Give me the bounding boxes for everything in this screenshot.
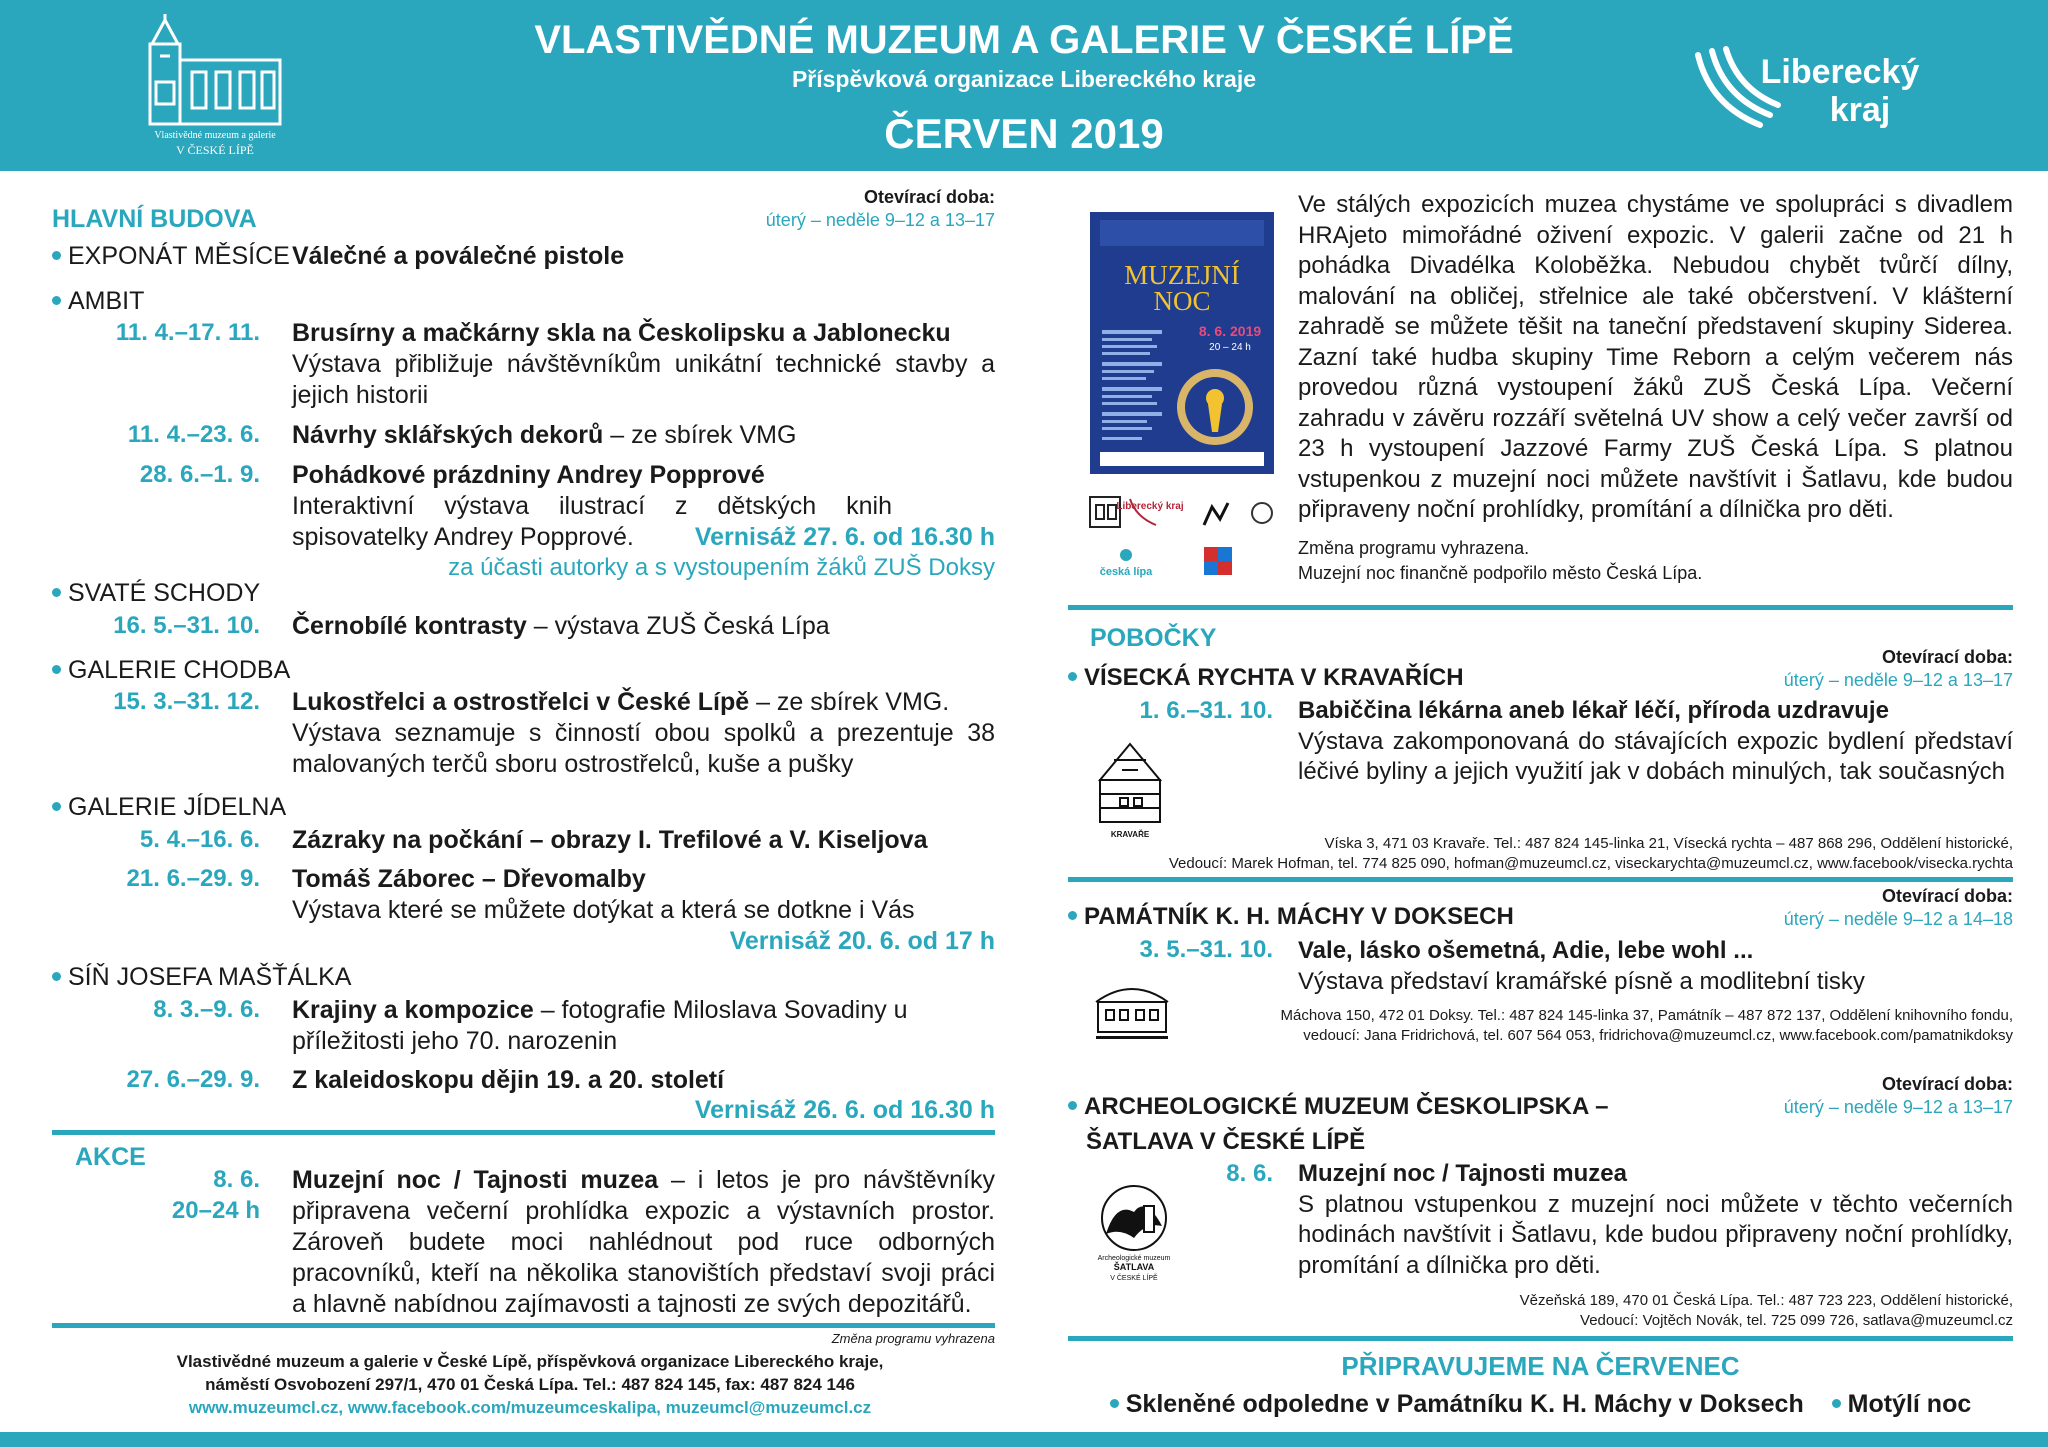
vernisage: Vernisáž 26. 6. od 16.30 h [694, 1096, 995, 1124]
svg-text:Liberecký kraj: Liberecký kraj [1116, 501, 1184, 512]
exhibit-title: Vale, lásko ošemetná, Adie, lebe wohl ... [1298, 937, 1754, 964]
branch-name-visecka: VÍSECKÁ RYCHTA V KRAVAŘÍCH [1068, 664, 1464, 692]
exhibit-date: 16. 5.–31. 10. [113, 612, 260, 639]
exhibit-date: 3. 5.–31. 10. [1139, 936, 1273, 963]
exhibit-title: Černobílé kontrasty [292, 612, 527, 640]
footer-band [0, 1432, 2048, 1447]
exhibit-item [292, 318, 995, 411]
upcoming-list [1068, 1390, 2013, 1419]
muzejni-noc-text: Ve stálých expozicích muzea chystáme ve spolupráci s divadlem HRAjeto mimořádné oživení expozic. V galerii začne od 21 h pohádka Divadélka Koloběžka. Nebudou chybět tvůrčí dílny, malování na obličej, střelnice ale také občerstvení. V klášterní zahradě se můžete těšit na taneční představení skupiny Siderea. Zazní také hudba skupiny Time Reborn a celým večerem nás provedou různá vystoupení žáků ZUŠ Česká Lípa. Večerní zahradu v závěru rozzáří světelná UV show a celý večer završí od 23 h vystoupení Jazzové Farmy ZUŠ Česká Lípa. S platnou vstupenkou z muzejní noci můžete navštívit i Šatlavu, kde budou připraveny noční prohlídky, promítání a dílnička pro děti. [1298, 191, 2013, 523]
svg-text:MUZEJNÍ: MUZEJNÍ [1124, 260, 1240, 290]
museum-web-links[interactable]: www.muzeumcl.cz, www.facebook.com/muzeumceskalipa, muzeumcl@muzeumcl.cz [188, 1398, 872, 1417]
bullet-icon [52, 665, 61, 674]
bullet-icon [1068, 1101, 1077, 1110]
page-subtitle: Příspěvková organizace Libereckého kraje [791, 66, 1257, 92]
bullet-icon [52, 802, 61, 811]
liberecky-kraj-logo [1690, 45, 1930, 135]
svg-text:Liberecký: Liberecký [1760, 53, 1920, 91]
svg-text:NOC: NOC [1153, 286, 1211, 316]
exhibit-item [1298, 935, 2013, 997]
branch-name-macha: PAMÁTNÍK K. H. MÁCHY V DOKSECH [1068, 903, 1514, 931]
exhibit-title: Brusírny a mačkárny skla na Českolipsku a Jablonecku [292, 319, 951, 347]
archeo-opening-hours: Otevírací doba: úterý – neděle 9–12 a 13–17 [1783, 1074, 2013, 1117]
exhibit-desc: Výstava seznamuje s činností obou spolků a prezentuje 38 malovaných terčů sboru ostrostřelců, kuše a pušky [292, 719, 995, 778]
svg-text:Archeologické muzeum: Archeologické muzeum [1097, 1255, 1171, 1262]
event-desc: – i letos je pro návštěvníky připravena večerní prohlídka expozic a výstavních prostor. Zároveň budete moci nahlédnout pod ruce odborných pracovníků, kteří na několika stanovištích představí svoji práci a hlavně nabídnou zajímavosti a tajnosti ze svých depozitářů. [292, 1166, 995, 1318]
exhibit-item [292, 420, 995, 451]
macha-opening-hours: Otevírací doba: úterý – neděle 9–12 a 14–18 [1783, 886, 2013, 929]
location-galerie-chodba: GALERIE CHODBA [52, 656, 290, 685]
visecka-opening-hours: Otevírací doba: úterý – neděle 9–12 a 13–17 [1783, 647, 2013, 690]
event-time: 20–24 h [171, 1197, 260, 1224]
exhibit-item [1298, 696, 2013, 788]
bullet-icon [1110, 1399, 1119, 1408]
page-title: VLASTIVĚDNÉ MUZEUM A GALERIE V ČESKÉ LÍPĚ [534, 18, 1514, 62]
exhibit-date: 21. 6.–29. 9. [126, 865, 260, 892]
visecka-contact: Víska 3, 471 03 Kravaře. Tel.: 487 824 145-linka 21, Vísecká rychta – 487 868 296, Oddělení historické, Vedoucí: Marek Hofman, tel. 774 825 090, hofman@muzeumcl.cz, viseckarychta@muzeumcl.cz, www.facebook/visecka.rychta [1168, 835, 2013, 872]
exhibit-source: – ze sbírek VMG. [749, 688, 950, 716]
svg-text:ŠATLAVA: ŠATLAVA [1113, 1262, 1155, 1272]
svg-text:Vlastivědné muzeum a galerie: Vlastivědné muzeum a galerie [154, 130, 276, 141]
exhibit-item [1298, 1159, 2013, 1281]
svg-text:česká lípa: česká lípa [1099, 566, 1153, 578]
exhibit-source: – ze sbírek VMG [603, 421, 797, 449]
exhibit-desc: Výstava představí kramářské písně a modlitební tisky [1298, 968, 1865, 995]
location-ambit: AMBIT [52, 287, 144, 316]
bullet-icon [1068, 672, 1077, 681]
archeo-contact: Vězeňská 189, 470 01 Česká Lípa. Tel.: 487 723 223, Oddělení historické, Vedoucí: Vojtěch Novák, tel. 725 099 726, satlava@muzeumcl.cz [1519, 1292, 2013, 1329]
page-month: ČERVEN 2019 [884, 110, 1164, 157]
vernisage: Vernisáž 20. 6. od 17 h [729, 927, 995, 955]
divider [52, 1323, 995, 1328]
exhibit-title: Tomáš Záborec – Dřevomalby [292, 865, 646, 893]
exhibit-desc: Výstava přibližuje návštěvníkům unikátní technické stavby a jejich historii [292, 350, 995, 409]
divider [1068, 1336, 2013, 1341]
vernisage-note: za účasti autorky a s vystoupením žáků ZUŠ Doksy [448, 554, 995, 581]
divider [1068, 877, 2013, 882]
exhibit-title: Krajiny a kompozice [292, 996, 534, 1024]
exhibit-title: Z kaleidoskopu dějin 19. a 20. století [292, 1066, 725, 1094]
event-title: Muzejní noc / Tajnosti muzea [292, 1166, 659, 1194]
exhibit-item [292, 864, 995, 926]
exhibit-desc: S platnou vstupenkou z muzejní noci můžete v těchto večerních hodinách navštívit i Šatlavu, kde budou připraveny noční prohlídky, promítání a dílnička pro děti. [1298, 1190, 2013, 1279]
bullet-icon [52, 972, 61, 981]
bullet-icon [1832, 1399, 1841, 1408]
exhibit-date: 11. 4.–23. 6. [127, 421, 260, 448]
satlava-logo [1086, 1182, 1182, 1282]
funding-note: Muzejní noc finančně podpořilo město Česká Lípa. [1298, 563, 1703, 583]
exhibit-desc: Interaktivní výstava ilustrací z dětských knih spisovatelky Andrey Popprové. [292, 492, 892, 551]
exhibit-date: 15. 3.–31. 12. [113, 688, 260, 715]
exhibit-item [292, 611, 995, 642]
exhibit-title: Muzejní noc / Tajnosti muzea [1298, 1160, 1627, 1187]
exhibit-date: 8. 3.–9. 6. [153, 996, 260, 1023]
bullet-icon [52, 251, 61, 260]
bullet-icon [52, 588, 61, 597]
main-opening-hours: Otevírací doba: úterý – neděle 9–12 a 13–17 [765, 187, 995, 230]
bullet-icon [1068, 911, 1077, 920]
section-pobocky: POBOČKY [1090, 624, 1217, 652]
svg-text:V ČESKÉ LÍPĚ: V ČESKÉ LÍPĚ [176, 143, 254, 157]
svg-text:KRAVAŘE: KRAVAŘE [1110, 830, 1150, 839]
exhibit-date: 28. 6.–1. 9. [139, 461, 260, 488]
exhibit-date: 27. 6.–29. 9. [126, 1066, 260, 1093]
location-svate-schody: SVATÉ SCHODY [52, 579, 260, 608]
exhibit-date: 11. 4.–17. 11. [115, 319, 260, 346]
exhibit-date: 8. 6. [1226, 1160, 1273, 1187]
museum-footer: Vlastivědné muzeum a galerie v České Lípě, příspěvková organizace Libereckého kraje, náměstí Osvobození 297/1, 470 01 Česká Lípa. Tel.: 487 824 145, fax: 487 824 146 www.muzeumcl.cz, www.facebook.com/muzeumceskalipa, muzeumcl@muzeumcl.cz [80, 1350, 980, 1419]
exhibit-title: Lukostřelci a ostrostřelci v České Lípě [292, 688, 750, 716]
exhibit-title: Babiččina lékárna aneb lékař léčí, příroda uzdravuje [1298, 697, 1889, 724]
exhibit-title: Návrhy sklářských dekorů [292, 421, 604, 449]
muzejni-noc-poster [1090, 212, 1274, 474]
change-note: Změna programu vyhrazena [831, 1331, 995, 1346]
event-date: 8. 6. [213, 1166, 260, 1193]
visecka-rychta-logo [1090, 740, 1170, 840]
program-change-note: Změna programu vyhrazena. [1298, 538, 1530, 558]
upcoming-title: PŘIPRAVUJEME NA ČERVENEC [1341, 1351, 1740, 1381]
exhibit-title: Zázraky na počkání – obrazy I. Trefilové a V. Kiseljova [292, 826, 928, 854]
location-exponat: EXPONÁT MĚSÍCE [52, 242, 290, 271]
exhibit-item [292, 687, 995, 780]
divider [52, 1130, 995, 1135]
vernisage: Vernisáž 27. 6. od 16.30 h [694, 523, 995, 551]
exponat-title: Válečné a poválečné pistole [292, 242, 625, 270]
exhibit-desc: Výstava které se můžete dotýkat a která se dotkne i Vás [292, 896, 915, 924]
event-item [292, 1165, 995, 1320]
exhibit-item [292, 995, 995, 1057]
svg-text:8. 6. 2019: 8. 6. 2019 [1198, 323, 1262, 339]
macha-contact: Máchova 150, 472 01 Doksy. Tel.: 487 824 145-linka 37, Památník – 487 872 137, Oddělení knihovního fondu, vedoucí: Jana Fridrichová, tel. 607 564 053, fridrichova@muzeumcl.cz, www.facebook.com/pamatnikdoksy [1280, 1007, 2013, 1044]
divider [1068, 605, 2013, 610]
svg-text:20 – 24 h: 20 – 24 h [1209, 342, 1251, 353]
sponsor-logos [1086, 495, 1280, 585]
exhibit-date: 5. 4.–16. 6. [139, 826, 260, 853]
exhibit-desc: Výstava zakomponovaná do stávajících expozic bydlení představí léčivé byliny a jejich využití jak v dobách minulých, tak současných [1298, 727, 2013, 785]
exhibit-date: 1. 6.–31. 10. [1139, 697, 1273, 724]
section-hlavni-budova: HLAVNÍ BUDOVA [52, 205, 257, 233]
upcoming-item: Skleněné odpoledne v Památníku K. H. Máchy v Doksech [1125, 1390, 1804, 1418]
exhibit-source: – výstava ZUŠ Česká Lípa [526, 612, 830, 640]
upcoming-item: Motýlí noc [1847, 1390, 1972, 1418]
location-sin-mastalka: SÍŇ JOSEFA MAŠŤÁLKA [52, 963, 351, 992]
exhibit-title: Pohádkové prázdniny Andrey Popprové [292, 461, 765, 489]
svg-text:kraj: kraj [1829, 91, 1891, 129]
branch-name-archeo: ARCHEOLOGICKÉ MUZEUM ČESKOLIPSKA – ŠATLAVA V ČESKÉ LÍPĚ [1068, 1089, 1608, 1159]
bullet-icon [52, 296, 61, 305]
location-galerie-jidelna: GALERIE JÍDELNA [52, 793, 286, 822]
exhibit-source: – fotografie Miloslava Sovadiny u příležitosti jeho 70. narozenin [292, 996, 908, 1055]
svg-text:V ČESKÉ LÍPĚ: V ČESKÉ LÍPĚ [1110, 1275, 1158, 1282]
section-akce: AKCE [75, 1143, 146, 1171]
header-band [0, 0, 2048, 171]
